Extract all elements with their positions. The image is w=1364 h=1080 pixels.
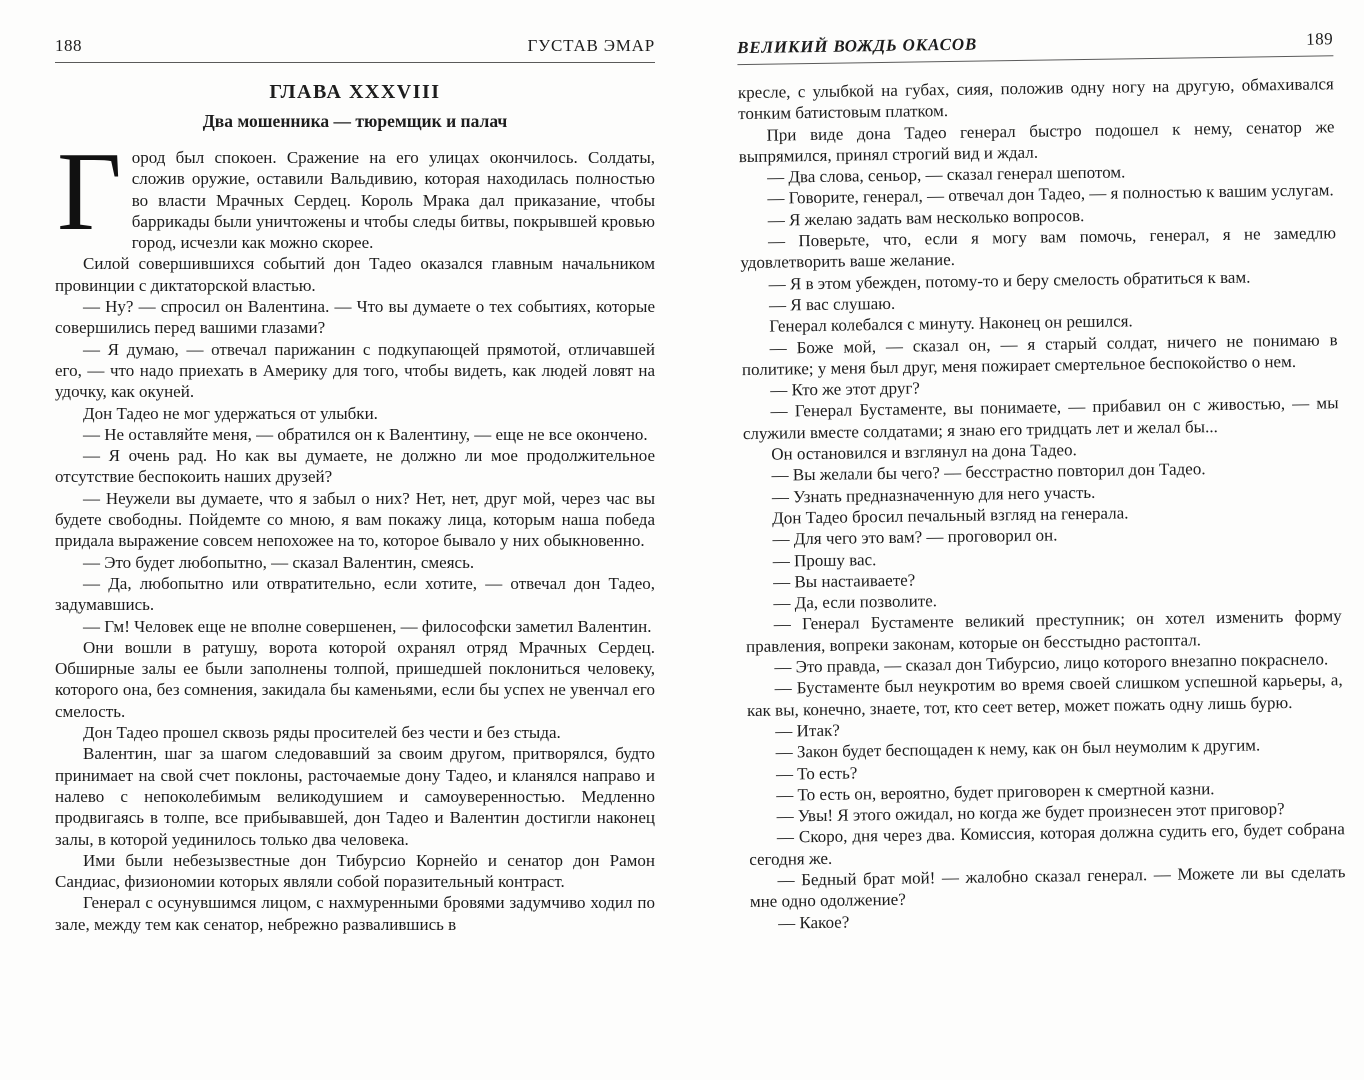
paragraph: — То есть он, вероятно, будет приговорен к смертной казни. <box>776 778 1215 805</box>
paragraph: Генерал с осунувшимся лицом, с нахмуренными бровями задумчиво ходил по зале, между тем как сенатор, небрежно развалившись в <box>55 893 655 934</box>
paragraph: — Для чего это вам? — проговорил он. <box>772 525 1058 549</box>
paragraph: — Это будет любопытно, — сказал Валентин, смеясь. <box>83 552 475 572</box>
paragraph: — Я вас слушаю. <box>768 293 896 315</box>
paragraph: — Скоро, дня через два. Комиссия, которая должна судить его, будет собрана сегодня же. <box>749 819 1346 869</box>
left-page-body <box>55 130 655 935</box>
paragraph: Дон Тадео бросил печальный взгляд на генерала. <box>772 503 1129 528</box>
paragraph: — Бустаменте был неукротим во время своей слишком успешной карьеры, а, как вы, конечно, знаете, тот, кто сеет ветер, может пожать одну лишь бурю. <box>746 670 1343 720</box>
paragraph: — Увы! Я этого ожидал, но когда же будет произнесен этот приговор? <box>776 799 1285 826</box>
paragraph: — Гм! Человек еще не вполне совершенен, — философски заметил Валентин. <box>83 616 652 636</box>
paragraph: — Я в этом убежден, потому-то и беру смелость обратиться к вам. <box>768 267 1251 294</box>
paragraph: — Я очень рад. Но как вы думаете, не должно ли мое продолжительное отсутствие беспокоить наших друзей? <box>55 446 655 487</box>
paragraph: — Бедный брат мой! — жалобно сказал генерал. — Можете ли вы сделать мне одно одолжение? <box>749 862 1346 912</box>
right-running-head <box>737 29 1333 65</box>
paragraph: — Я желаю задать вам несколько вопросов. <box>767 205 1085 230</box>
paragraph: Валентин, шаг за шагом следовавший за своим другом, притворялся, будто принимает на свой счет поклоны, расточаемые дону Тадео, и кланялся направо и налево с непоколебимым великодушием и самоуверенностью. Медленно продвигаясь в толпе, все прибывавшей, дон Тадео и Валентин достигли наконец залы, в которой уединилось только два человека. <box>55 744 655 849</box>
paragraph: — Какое? <box>778 912 850 933</box>
paragraph: — Боже мой, — сказал он, — я старый солдат, ничего не понимаю в политике; у меня был друг, меня пожирает смертельное беспокойство о нем. <box>741 329 1338 379</box>
chapter-title: ГЛАВА XXXVIII <box>269 81 441 103</box>
right-page-number: 189 <box>1305 29 1334 49</box>
paragraph: — Я думаю, — отвечал парижанин с подкупающей прямотой, отличавшей его, — что надо приехать в Америку для того, чтобы видеть, как людей ловят на удочку, как окуней. <box>55 339 655 402</box>
paragraph: Генерал колебался с минуту. Наконец он решился. <box>769 311 1133 336</box>
chapter-heading <box>55 81 655 132</box>
paragraph: Ими были небезызвестные дон Тибурсио Корнейо и сенатор дон Рамон Сандиас, физиономии которых являли собой поразительный контраст. <box>55 850 655 892</box>
paragraph: — Это правда, — сказал дон Тибурсио, лицо которого внезапно покраснело. <box>774 649 1329 677</box>
paragraph: Они вошли в ратушу, ворота которой охранял отряд Мрачных Сердец. Обширные залы ее были заполнены толпой, пришедшей поклониться человеку, которого она, без сомнения, закидала бы каменьями, если бы успех не увенчал его смелость. <box>55 637 655 721</box>
paragraph: — Генерал Бустаменте великий преступник; он хотел изменить форму правления, вопреки законам, которые он бесстыдно растоптал. <box>745 606 1342 656</box>
left-page <box>55 36 655 935</box>
paragraph: — Поверьте, что, если я могу вам помочь, генерал, я не замедлю удовлетворить ваше желание. <box>740 223 1337 273</box>
paragraph: — Кто же этот друг? <box>770 378 921 400</box>
drop-cap: Г <box>57 130 122 254</box>
paragraph: Дон Тадео прошел сквозь ряды просителей без чести и без стыда. <box>83 723 561 743</box>
left-running-header-title: ГУСТАВ ЭМАР <box>527 36 655 55</box>
paragraph: — Не оставляйте меня, — обратился он к Валентину, — еще не все окончено. <box>83 424 648 444</box>
paragraph: — Вы настаиваете? <box>772 570 916 592</box>
paragraph: — Прошу вас. <box>772 549 877 571</box>
paragraph: — Закон будет беспощаден к нему, как он был неумолим к другим. <box>775 735 1261 762</box>
paragraph: — То есть? <box>775 762 858 784</box>
paragraph: Он остановился и взглянул на дона Тадео. <box>771 440 1077 464</box>
paragraph: Город был спокоен. Сражение на его улицах окончилось. Солдаты, сложив оружие, оставили Вальдивию, которая находилась полностью во власти Мрачных Сердец. Король Мрака дал приказание, чтобы баррикады были уничтожены и чтобы следы битвы, покрывшей кровью город, исчезли как можно скорее. <box>57 130 655 254</box>
paragraph: — Ну? — спросил он Валентина. — Что вы думаете о тех событиях, которые совершились перед вашими глазами? <box>55 297 655 338</box>
paragraph: — Да, любопытно или отвратительно, если хотите, — отвечал дон Тадео, задумавшись. <box>55 573 655 615</box>
paragraph: — Да, если позволите. <box>773 591 938 613</box>
paragraph: Силой совершившихся событий дон Тадео оказался главным начальником провинции с диктаторской властью. <box>55 254 655 295</box>
paragraph: — Два слова, сеньор, — сказал генерал шепотом. <box>766 162 1126 187</box>
right-page <box>737 29 1346 934</box>
paragraph: Дон Тадео не мог удержаться от улыбки. <box>83 403 378 423</box>
paragraph: кресле, с улыбкой на губах, сияя, положив одну ногу на другую, обмахивался тонким батистовым платком. <box>737 74 1334 124</box>
paragraph: При виде дона Тадео генерал быстро подошел к нему, сенатор же выпрямился, принял строгий вид и ждал. <box>738 116 1335 167</box>
left-running-head <box>55 36 655 63</box>
left-page-number: 188 <box>55 36 82 55</box>
paragraph: — Говорите, генерал, — отвечал дон Тадео, — я полностью к вашим услугам. <box>767 180 1334 209</box>
paragraph: — Узнать предназначенную для него участь. <box>771 482 1096 507</box>
right-page-body <box>738 73 1347 934</box>
paragraph: — Вы желали бы чего? — бесстрастно повторил дон Тадео. <box>771 459 1206 486</box>
paragraph: — Генерал Бустаменте, вы понимаете, — прибавил он с живостью, — мы служили вместе солдатами; я знаю его тридцать лет и желал бы... <box>742 393 1339 443</box>
paragraph: — Неужели вы думаете, что я забыл о них? Нет, нет, друг мой, через час вы будете свободны. Пойдемте со мною, я вам покажу лица, которым наша победа придала выражение совсем непохожее на то, которое бывало у них обыкновенно. <box>55 488 655 551</box>
paragraph: — Итак? <box>775 720 840 741</box>
right-running-header-title: ВЕЛИКИЙ ВОЖДЬ ОКАСОВ <box>737 34 978 58</box>
chapter-subtitle: Два мошенника — тюремщик и палач <box>202 111 508 131</box>
